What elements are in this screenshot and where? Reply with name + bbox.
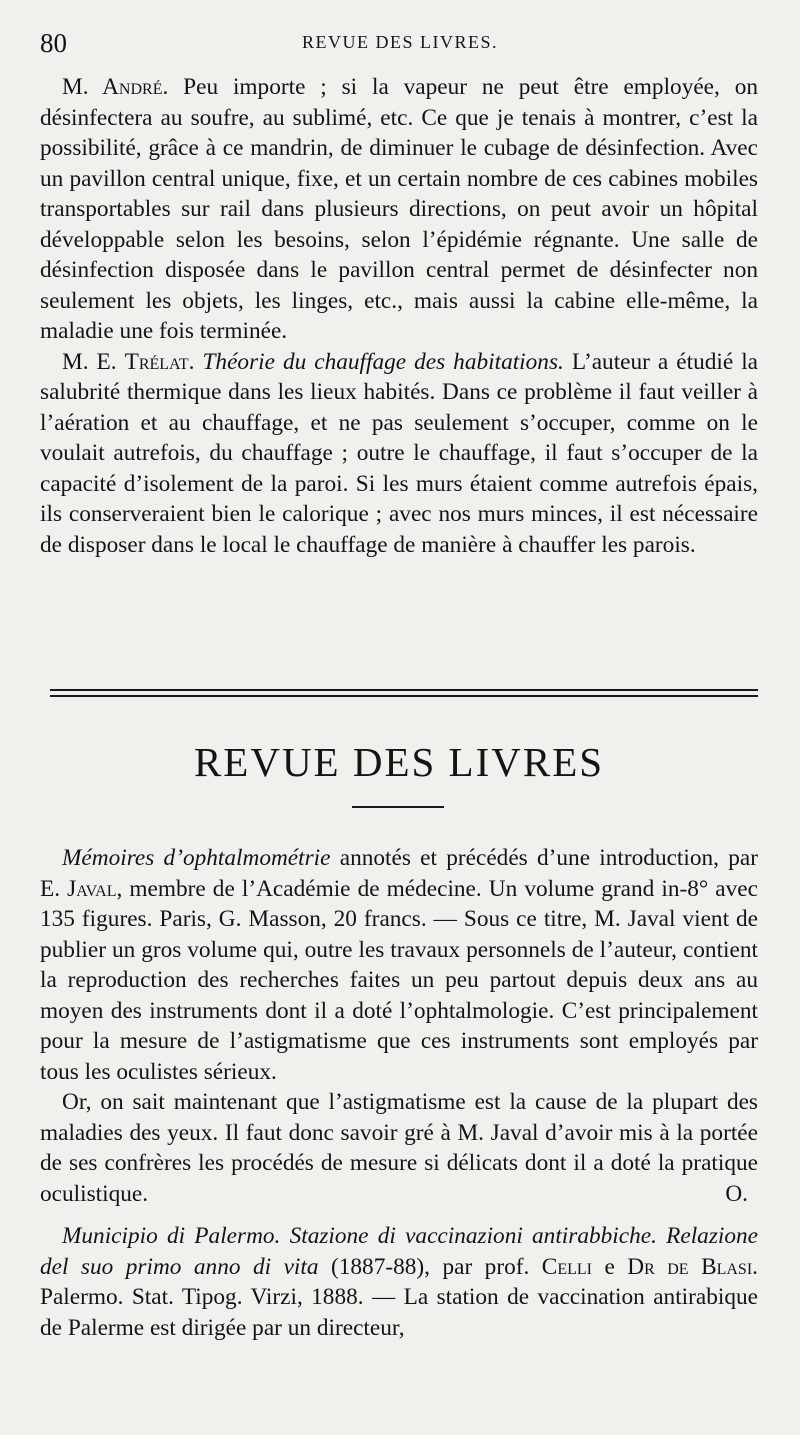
reviews-text: [40, 843, 758, 1343]
review-author: Javal: [67, 875, 117, 902]
review-book-title: Mémoires d’ophtalmométrie: [62, 845, 331, 871]
review-author-blasi: Blasi: [701, 1253, 753, 1280]
review-intro: annotés et précédés d’une introduction, par E.: [40, 845, 758, 902]
review-years: (1887-88), par prof.: [318, 1253, 542, 1280]
double-rule-top: [50, 689, 758, 691]
discussion-text: [40, 72, 758, 560]
paragraph-text: Peu importe ; si la vapeur ne peut être employée, on désinfectera au soufre, au sublimé, etc. Ce que je tenais à montrer, c’est la possibilité, grâce à ce mandrin, de diminuer le cubage de désinfection. Avec un pavillon central unique, fixe, et un certain nombre de ces cabines mobiles transportables sur rail dans plusieurs directions, on peut avoir un hôpital développable selon les besoins, selon l’épidémie régnante. Une salle de désinfection disposée dans le pavillon central permet de désinfecter non seulement les objets, les linges, etc., mais aussi la cabine elle-même, la maladie une fois terminée.: [40, 74, 758, 344]
review-palermo: [40, 1221, 758, 1343]
discussion-paragraph-trelat: [40, 347, 758, 561]
conjunction: e: [591, 1253, 628, 1280]
review-ophtalmometrie-continued: [40, 1087, 758, 1209]
speaker-trelat: Trélat.: [124, 348, 195, 375]
review-signature: O.: [725, 1180, 748, 1207]
title-underline: [352, 806, 444, 808]
speaker-prefix: M. E.: [62, 348, 125, 375]
author-title: Dr de: [627, 1253, 702, 1280]
running-header: [40, 28, 760, 60]
speaker-andre: M. André.: [62, 74, 169, 100]
double-rule-bottom: [50, 695, 758, 697]
section-title: REVUE DES LIVRES: [193, 739, 605, 785]
review-text: Or, on sait maintenant que l’astigmatisme est la cause de la plupart des maladies des yeux. Il faut donc savoir gré à M. Javal d’avoir mis à la portée de ses confrères les procédés de mesure si délicats dont il a doté la pratique oculistique.: [40, 1089, 758, 1207]
review-author-celli: Celli: [541, 1253, 592, 1280]
review-text: . Palermo. Stat. Tipog. Virzi, 1888. — La station de vaccination antirabique de Palerme est dirigée par un directeur,: [40, 1253, 758, 1341]
discussion-paragraph-andre: [40, 72, 758, 347]
review-book-title: Municipio di Palermo. Stazione di vaccinazioni antirabbiche. Relazione del suo primo anno di vita: [40, 1223, 758, 1280]
review-text: , membre de l’Académie de médecine. Un volume grand in-8° avec 135 figures. Paris, G. Masson, 20 francs. — Sous ce titre, M. Javal vient de publier un gros volume qui, outre les travaux personnels de l’auteur, contient la reproduction des recherches faites un peu partout depuis deux ans au moyen des instruments dont il a doté l’ophtalmologie. C’est principalement pour la mesure de l’astigmatisme que ces instruments sont employés par tous les oculistes sérieux.: [40, 875, 758, 1085]
paragraph-text: L’auteur a étudié la salubrité thermique dans les lieux habités. Dans ce problème il faut veiller à l’aération et au chauffage, et ne pas seulement s’occuper, comme on le voulait autrefois, du chauffage ; outre le chauffage, il faut s’occuper de la capacité d’isolement de la paroi. Si les murs étaient comme autrefois épais, ils conserveraient bien le calorique ; avec nos murs minces, il est nécessaire de disposer dans le local le chauffage de manière à chauffer les parois.: [40, 348, 759, 558]
work-title: Théorie du chauffage des habitations.: [202, 348, 564, 375]
review-ophtalmometrie: [40, 843, 758, 1087]
running-title: REVUE DES LIVRES.: [302, 32, 498, 52]
page-number: 80: [40, 28, 67, 58]
